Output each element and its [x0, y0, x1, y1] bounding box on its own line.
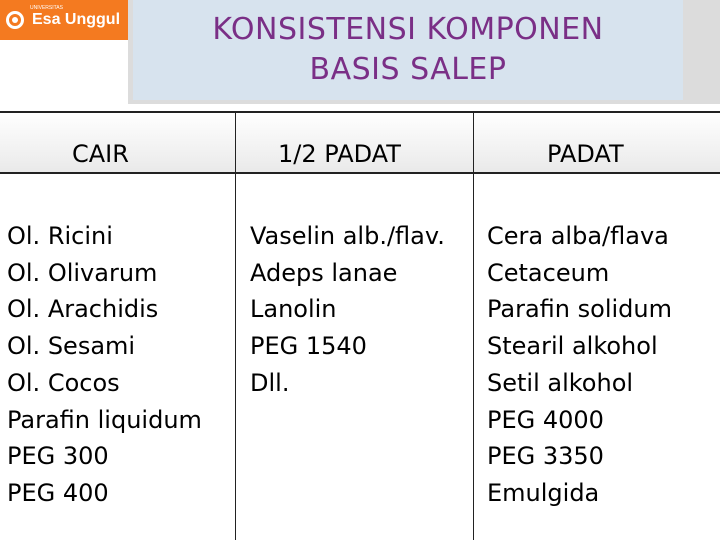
column-divider-1: [235, 113, 236, 540]
list-item: Vaselin alb./flav.: [250, 222, 445, 250]
list-item: Stearil alkohol: [487, 332, 658, 361]
list-item: Cera alba/flava: [487, 222, 669, 250]
header-cair: CAIR: [72, 140, 129, 168]
table-header-rule: [0, 172, 720, 174]
logo-subtitle: UNIVERSITAS: [30, 5, 63, 11]
list-item: PEG 300: [7, 442, 109, 471]
list-item: Ol. Arachidis: [7, 295, 159, 324]
list-item: Ol. Cocos: [7, 368, 120, 397]
list-item: Adeps lanae: [250, 258, 398, 287]
list-item: PEG 400: [7, 478, 109, 507]
list-item: Parafin liquidum: [7, 405, 202, 434]
table-top-rule: [0, 111, 720, 113]
list-item: Dll.: [250, 368, 290, 397]
list-item: Cetaceum: [487, 258, 610, 287]
list-item: PEG 1540: [250, 332, 367, 361]
list-item: PEG 4000: [487, 405, 604, 434]
column-padat: [487, 218, 672, 512]
logo-circle-icon: [6, 11, 24, 29]
header-setengah-padat: 1/2 PADAT: [278, 140, 401, 168]
title-line-1: KONSISTENSI KOMPONEN: [212, 12, 604, 47]
list-item: Setil alkohol: [487, 368, 634, 397]
slide-title: [133, 0, 683, 100]
list-item: Ol. Olivarum: [7, 258, 158, 287]
list-item: Lanolin: [250, 295, 337, 324]
column-setengah-padat: [250, 218, 445, 402]
university-logo: [0, 0, 128, 40]
list-item: Ol. Sesami: [7, 332, 136, 361]
logo-text: Esa Unggul: [32, 11, 121, 28]
column-cair: [7, 218, 202, 512]
header-padat: PADAT: [547, 140, 624, 168]
title-line-2: BASIS SALEP: [309, 52, 507, 87]
list-item: Emulgida: [487, 478, 600, 507]
list-item: PEG 3350: [487, 442, 604, 471]
column-divider-2: [473, 113, 474, 540]
list-item: Parafin solidum: [487, 295, 672, 324]
list-item: Ol. Ricini: [7, 222, 113, 250]
